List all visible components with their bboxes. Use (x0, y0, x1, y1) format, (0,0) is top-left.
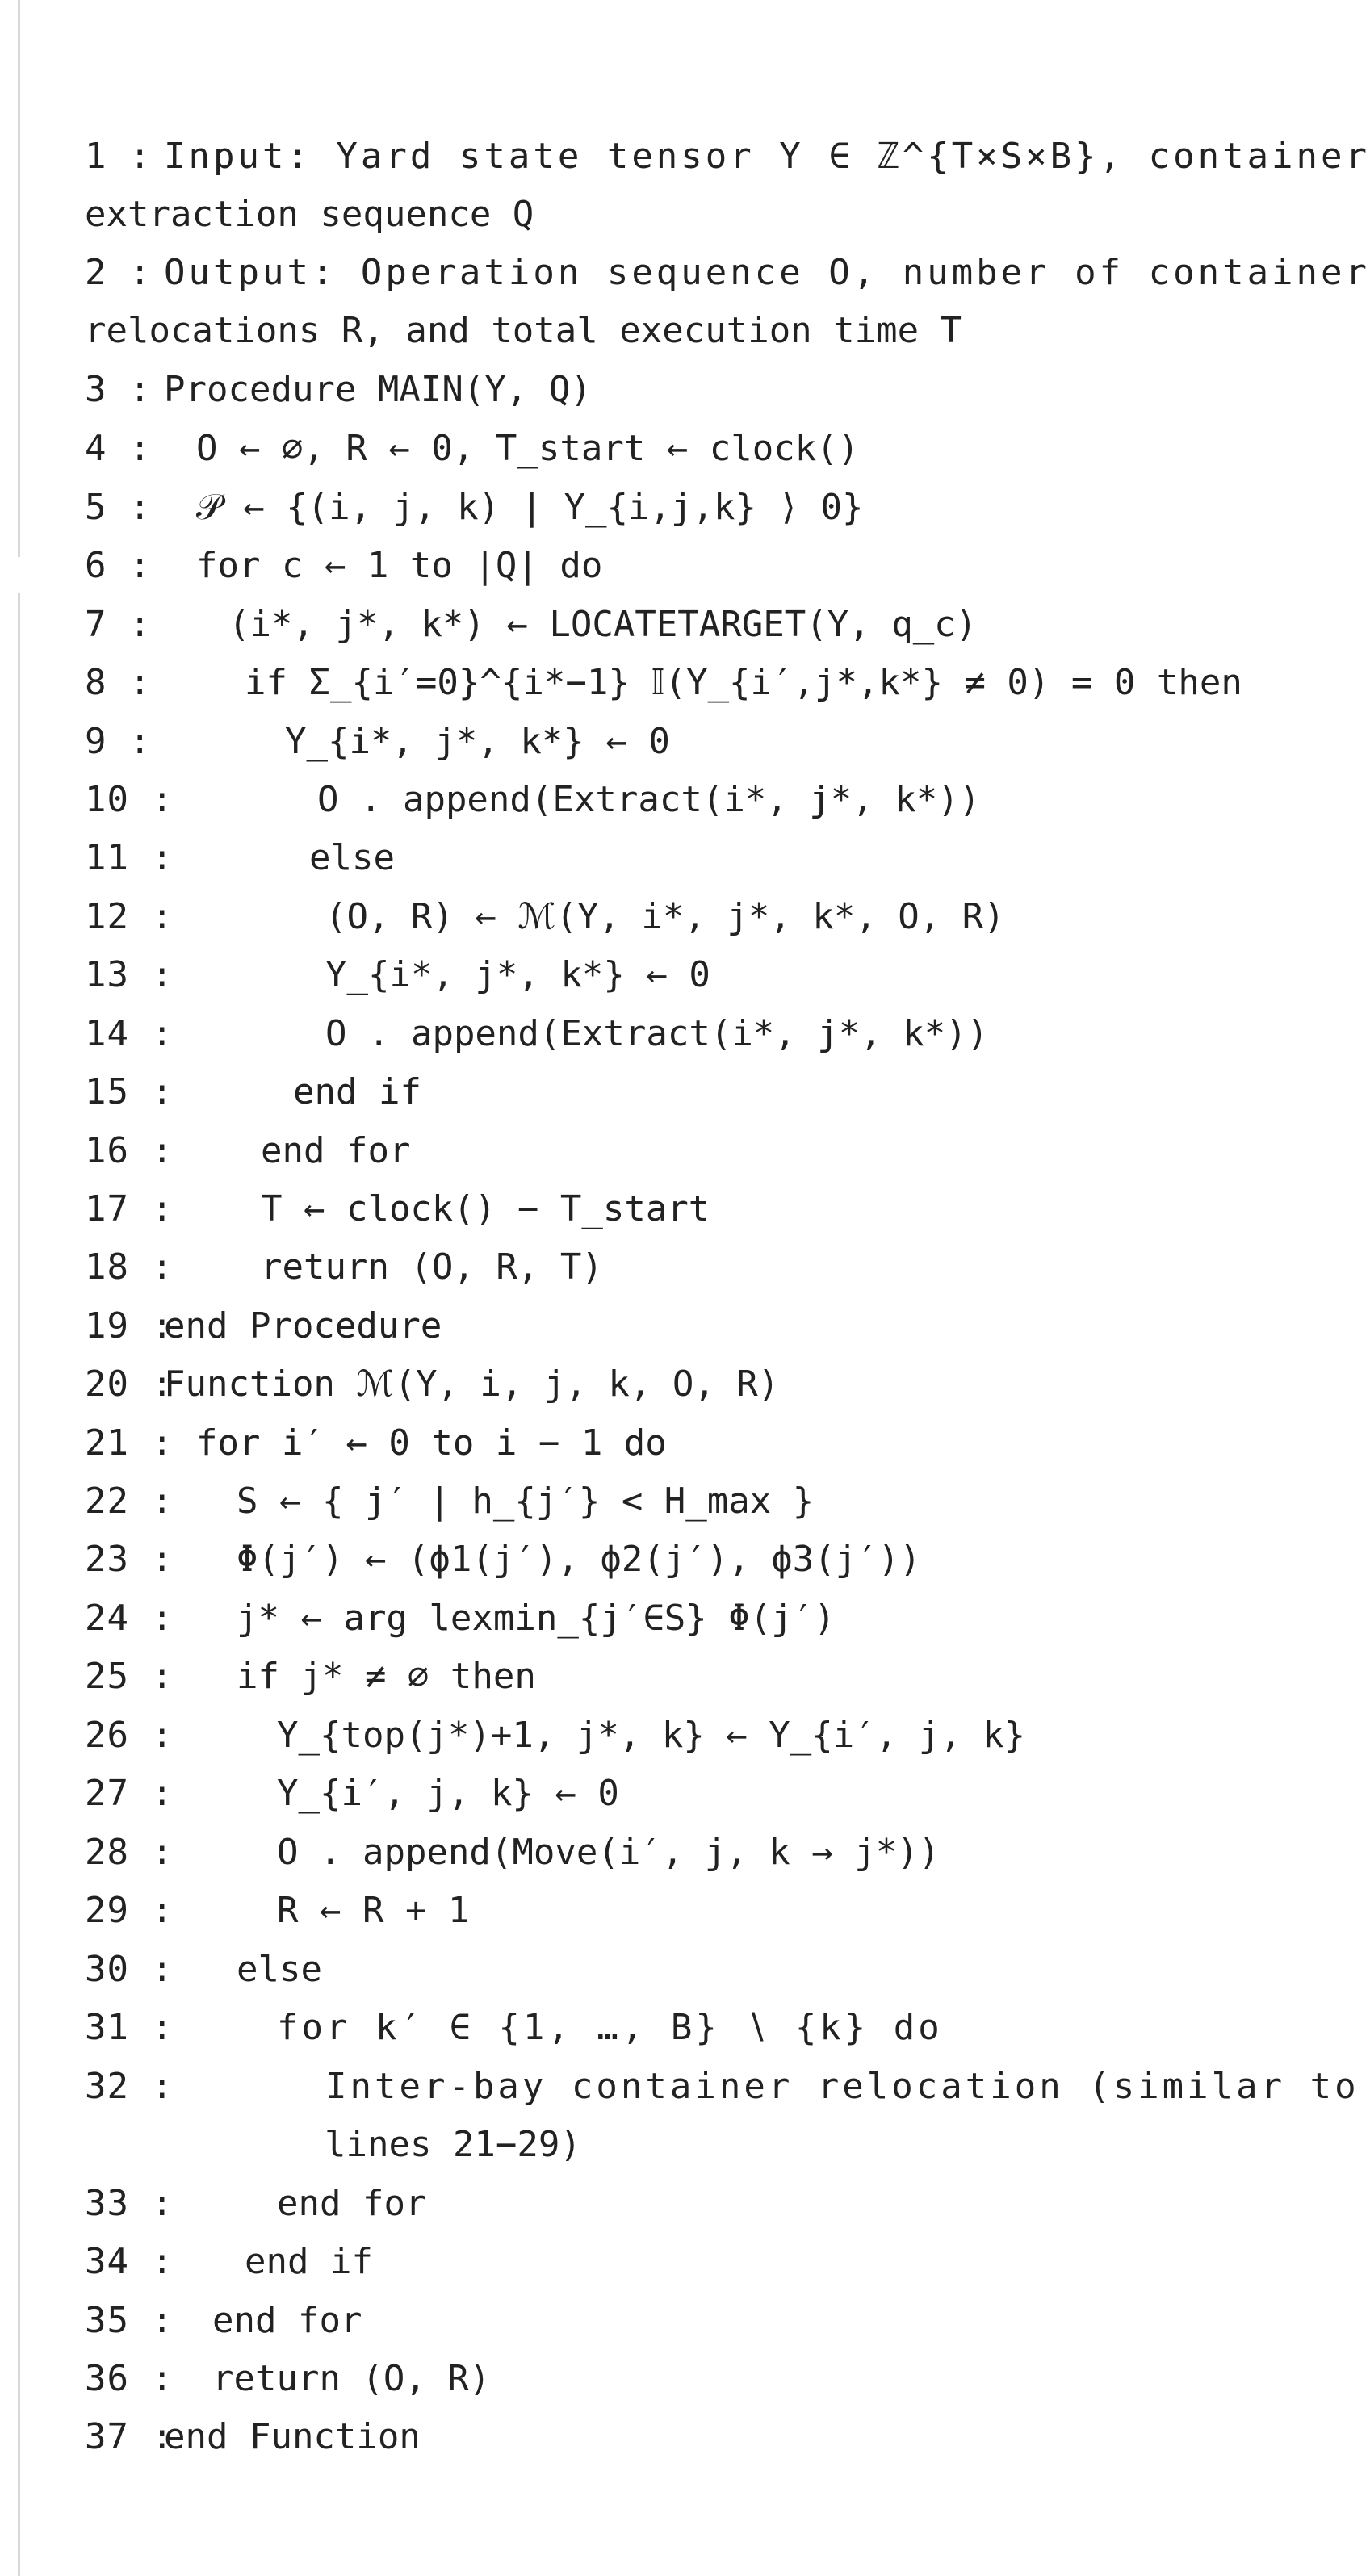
line-text: for i′ ← 0 to i − 1 do (196, 1422, 667, 1464)
line-text: Y_{top(j*)+1, j*, k} ← Y_{i′, j, k} (277, 1714, 1026, 1756)
line-text: else (237, 1948, 322, 1990)
algorithm-line (85, 1763, 1179, 1823)
algorithm-line (85, 1062, 1179, 1121)
line-text: 𝒫 ← {(i, j, k) | Y_{i,j,k} ⟩ 0} (196, 486, 864, 528)
line-number: 21 : (85, 1422, 174, 1464)
line-number: 31 : (85, 2006, 174, 2048)
line-text: O ← ∅, R ← 0, T_start ← clock() (196, 427, 860, 469)
line-number: 37 : (85, 2415, 174, 2457)
algorithm-line (85, 945, 1179, 1004)
line-number: 18 : (85, 1246, 174, 1288)
algorithm-line (85, 1646, 1179, 1706)
line-number: 35 : (85, 2299, 174, 2341)
line-number: 2 : (85, 251, 152, 293)
line-number: 26 : (85, 1714, 174, 1756)
line-text: Input: Yard state tensor Y ∈ ℤ^{T×S×B}, container (164, 135, 1370, 177)
line-number: 10 : (85, 778, 174, 820)
line-number: 25 : (85, 1655, 174, 1697)
line-text: O . append(Extract(i*, j*, k*)) (317, 778, 981, 820)
line-text: for c ← 1 to |Q| do (196, 544, 603, 586)
line-text: (O, R) ← ℳ(Y, i*, j*, k*, O, R) (325, 895, 1005, 937)
line-number: 28 : (85, 1831, 174, 1873)
line-text: relocations R, and total execution time T (85, 309, 962, 351)
algorithm-line (85, 1705, 1179, 1765)
algorithm-line (85, 477, 1179, 537)
algorithm-line (85, 1120, 1179, 1180)
algorithm-line (85, 2348, 1179, 2408)
line-text: if Σ_{i′=0}^{i*−1} 𝕀(Y_{i′,j*,k*} ≠ 0) = 0 then (245, 661, 1242, 703)
algorithm-line (85, 2056, 1360, 2116)
line-text: for k′ ∈ {1, …, B} ∖ {k} do (277, 2006, 943, 2048)
line-text: else (309, 836, 395, 878)
line-number: 27 : (85, 1772, 174, 1814)
algorithm-line (85, 1588, 1179, 1648)
line-number: 22 : (85, 1480, 174, 1522)
algorithm-line (85, 769, 1179, 829)
algorithm-line (85, 2114, 1179, 2174)
algorithm-line (85, 184, 1179, 244)
algorithm-line (85, 535, 1179, 595)
line-text: Y_{i*, j*, k*} ← 0 (325, 953, 710, 995)
algorithm-line (85, 1822, 1179, 1882)
line-number: 4 : (85, 427, 152, 469)
algorithm-line (85, 1529, 1179, 1589)
line-text: end Function (164, 2415, 421, 2457)
line-number: 7 : (85, 603, 152, 645)
algorithm-line (85, 418, 1179, 478)
line-text: Inter-bay container relocation (similar to (325, 2065, 1360, 2107)
algorithm-line (85, 1237, 1179, 1296)
line-number: 14 : (85, 1012, 174, 1054)
line-text: Y_{i′, j, k} ← 0 (277, 1772, 619, 1814)
algorithm-line (85, 594, 1179, 654)
line-text: if j* ≠ ∅ then (237, 1655, 536, 1697)
line-text: R ← R + 1 (277, 1889, 470, 1931)
line-text: return (O, R, T) (261, 1246, 603, 1288)
algorithm-line (85, 1939, 1179, 1999)
algorithm-line (85, 300, 1179, 360)
line-number: 5 : (85, 486, 152, 528)
line-text: T ← clock() − T_start (261, 1187, 710, 1229)
algorithm-line (85, 711, 1179, 771)
algorithm-line (85, 1003, 1179, 1063)
line-text: Y_{i*, j*, k*} ← 0 (285, 720, 670, 762)
line-number: 34 : (85, 2240, 174, 2282)
algorithm-line (85, 827, 1179, 887)
line-text: lines 21−29) (325, 2123, 581, 2165)
line-number: 6 : (85, 544, 152, 586)
algorithm-line (85, 1880, 1179, 1940)
line-text: Φ(j′) ← (ϕ1(j′), ϕ2(j′), ϕ3(j′)) (237, 1538, 921, 1580)
line-number: 13 : (85, 953, 174, 995)
line-number: 30 : (85, 1948, 174, 1990)
algorithm-line (85, 1997, 1179, 2057)
algorithm-line (85, 2406, 1179, 2466)
line-text: end for (261, 1129, 411, 1171)
line-text: S ← { j′ | h_{j′} < H_max } (237, 1480, 815, 1522)
line-number: 32 : (85, 2065, 174, 2107)
line-text: end if (245, 2240, 373, 2282)
line-number: 33 : (85, 2182, 174, 2224)
line-number: 19 : (85, 1305, 174, 1347)
line-number: 36 : (85, 2357, 174, 2399)
algorithm-line (85, 1179, 1179, 1238)
algorithm-line (85, 652, 1242, 712)
algorithm-line (85, 886, 1179, 946)
line-number: 9 : (85, 720, 152, 762)
line-number: 11 : (85, 836, 174, 878)
algorithm-line (85, 126, 1370, 186)
algorithm-line (85, 242, 1370, 302)
line-number: 20 : (85, 1363, 174, 1405)
line-number: 8 : (85, 661, 152, 703)
line-number: 3 : (85, 368, 152, 410)
line-text: end Procedure (164, 1305, 442, 1347)
algorithm-line (85, 1413, 1179, 1472)
line-text: Procedure MAIN(Y, Q) (164, 368, 592, 410)
line-text: Output: Operation sequence O, number of container (164, 251, 1370, 293)
algorithm-line (85, 1354, 1179, 1414)
line-number: 17 : (85, 1187, 174, 1229)
line-text: (i*, j*, k*) ← LOCATETARGET(Y, q_c) (228, 603, 978, 645)
line-text: j* ← arg lexmin_{j′∈S} Φ(j′) (237, 1597, 836, 1639)
line-number: 1 : (85, 135, 152, 177)
line-number: 15 : (85, 1070, 174, 1112)
line-text: return (O, R) (212, 2357, 491, 2399)
algorithm-line (85, 2231, 1179, 2291)
line-number: 24 : (85, 1597, 174, 1639)
line-text: end if (293, 1070, 421, 1112)
line-text: end for (277, 2182, 427, 2224)
line-text: Function ℳ(Y, i, j, k, O, R) (164, 1363, 780, 1405)
algorithm-line (85, 2290, 1179, 2350)
line-text: O . append(Extract(i*, j*, k*)) (325, 1012, 989, 1054)
algorithm-line (85, 2173, 1179, 2233)
line-text: end for (212, 2299, 362, 2341)
algorithm-line (85, 1471, 1179, 1531)
line-number: 12 : (85, 895, 174, 937)
line-text: extraction sequence Q (85, 193, 534, 235)
line-text: O . append(Move(i′, j, k → j*)) (277, 1831, 941, 1873)
algorithm-line (85, 359, 1179, 419)
algorithm-line (85, 1296, 1179, 1355)
line-number: 29 : (85, 1889, 174, 1931)
line-number: 23 : (85, 1538, 174, 1580)
line-number: 16 : (85, 1129, 174, 1171)
